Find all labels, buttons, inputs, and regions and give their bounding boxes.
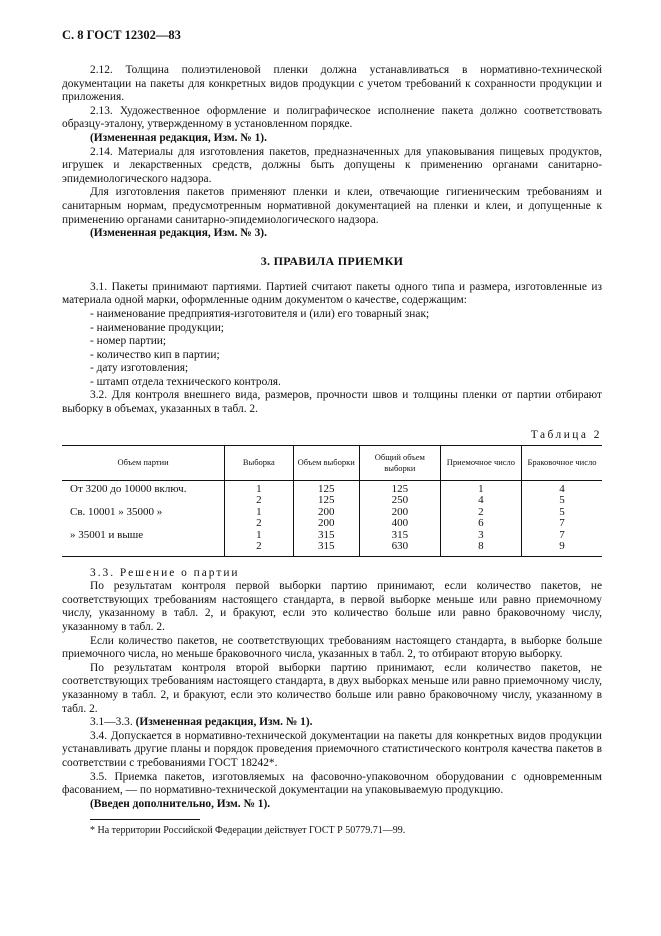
list-item: - номер партии; <box>90 335 167 348</box>
list-item: - количество кип в партии; <box>90 348 220 361</box>
cell-acceptance: 1 <box>440 480 521 495</box>
table-row <box>62 480 602 495</box>
amendment-3-1-3-3 <box>62 716 602 730</box>
cell-sample: 1 <box>225 530 293 542</box>
footnote: * На территории Российской Федерации действует ГОСТ Р 50779.71—99. <box>90 825 406 837</box>
sampling-table <box>62 445 602 557</box>
cell-lot-size: Св. 10001 » 35000 » <box>70 505 163 518</box>
cell-sample-size: 200 <box>293 507 359 519</box>
cell-sample: 1 <box>225 507 293 519</box>
paragraph-films-glues: Для изготовления пакетов применяют пленки и клеи, отвечающие гигиеническим требованиям и санитарным нормам, предусмотренным нормативной документацией на пленки и клеи, и допущенные к применению органами санитарно-эпидемиологического надзора. <box>62 186 602 226</box>
cell-acceptance: 8 <box>440 541 521 556</box>
amendment-note-1: (Измененная редакция, Изм. № 1). <box>90 131 267 144</box>
cell-rejection: 5 <box>521 507 602 519</box>
paragraph-3-2: 3.2. Для контроля внешнего вида, размеров, прочности швов и толщины пленки от партии отбирают выборку в объемах, указанных в табл. 2. <box>62 389 602 416</box>
table-header-row <box>62 445 602 480</box>
table-row <box>62 495 602 507</box>
table-row <box>62 541 602 556</box>
cell-rejection: 5 <box>521 495 602 507</box>
paragraph-3-3-title: 3.3. Решение о партии <box>90 566 240 579</box>
table-row <box>62 518 602 530</box>
amendment-note-3-5: (Введен дополнительно, Изм. № 1). <box>90 797 271 810</box>
list-item: - дату изготовления; <box>90 362 189 375</box>
amendment-prefix: 3.1—3.3. <box>90 716 136 729</box>
footnote-divider <box>90 819 200 820</box>
cell-sample-size: 315 <box>293 541 359 556</box>
col-header-rejection-number: Браковочное число <box>521 445 602 480</box>
amendment-note-3: (Измененная редакция, Изм. № 3). <box>90 227 267 240</box>
col-header-lot-size: Объем партии <box>62 445 225 480</box>
list-item: - штамп отдела технического контроля. <box>90 375 281 388</box>
cell-sample-size: 200 <box>293 518 359 530</box>
paragraph-3-5: 3.5. Приемка пакетов, изготовляемых на фасовочно-упаковочном оборудовании с одновременным фасованием, — по нормативно-технической документации на упаковываемую продукцию. <box>62 770 602 797</box>
cell-lot-size: От 3200 до 10000 включ. <box>70 482 187 495</box>
section-title: 3. ПРАВИЛА ПРИЕМКИ <box>260 253 404 268</box>
col-header-acceptance-number: Приемочное число <box>440 445 521 480</box>
cell-rejection: 4 <box>521 480 602 495</box>
cell-total-size: 400 <box>359 518 440 530</box>
table-caption: Таблица 2 <box>530 428 602 441</box>
cell-total-size: 200 <box>359 507 440 519</box>
col-header-total-sample-size: Общий объем выборки <box>359 445 440 480</box>
cell-lot-size <box>62 541 225 556</box>
paragraph-2-13: 2.13. Художественное оформление и полиграфическое исполнение пакета должно соответствовать образцу-эталону, утвержденному в установленном порядке. <box>62 104 602 131</box>
cell-sample: 2 <box>225 518 293 530</box>
cell-lot-size <box>62 495 225 507</box>
cell-acceptance: 6 <box>440 518 521 530</box>
cell-sample: 1 <box>225 480 293 495</box>
page-header: С. 8 ГОСТ 12302—83 <box>62 28 181 42</box>
paragraph-second-sample: По результатам контроля второй выборки партию принимают, если количество пакетов, не соответствующих требованиям настоящего стандарта, в двух выборках меньше или равно приемочному числу, указанному в табл. 2, и бракуют, если это количество больше или равно браковочному числу, указанному в табл. 2. <box>62 661 602 715</box>
cell-lot-size <box>62 518 225 530</box>
contents-list <box>62 308 602 390</box>
col-header-sample-size: Объем выборки <box>293 445 359 480</box>
cell-lot-size: » 35001 и выше <box>70 528 144 541</box>
cell-sample: 2 <box>225 541 293 556</box>
paragraph-first-sample: По результатам контроля первой выборки партию принимают, если количество пакетов, не соответствующих требованиям настоящего стандарта, в первой выборке меньше или равно приемочному числу, указанному в табл. 2, и бракуют, если это количество больше или равно браковочному числу, указанному в табл. 2. <box>62 580 602 634</box>
cell-sample-size: 125 <box>293 495 359 507</box>
cell-total-size: 250 <box>359 495 440 507</box>
paragraph-3-1: 3.1. Пакеты принимают партиями. Партией считают пакеты одного типа и размера, изготовленные из материала одной марки, оформленные одним документом о качестве, содержащим: <box>62 280 602 307</box>
cell-acceptance: 4 <box>440 495 521 507</box>
amendment-bold: (Измененная редакция, Изм. № 1). <box>135 716 313 729</box>
paragraph-2-12: 2.12. Толщина полиэтиленовой пленки должна устанавливаться в нормативно-технической документации на пакеты для конкретных видов продукции с учетом требований к сохранности продукции и приложения. <box>62 64 602 104</box>
cell-acceptance: 2 <box>440 507 521 519</box>
cell-sample: 2 <box>225 495 293 507</box>
cell-rejection: 7 <box>521 518 602 530</box>
col-header-sample: Выборка <box>225 445 293 480</box>
list-item: - наименование предприятия-изготовителя и (или) его товарный знак; <box>90 307 430 320</box>
cell-total-size: 315 <box>359 530 440 542</box>
cell-total-size: 630 <box>359 541 440 556</box>
paragraph-3-4: 3.4. Допускается в нормативно-технической документации на пакеты для конкретных видов продукции устанавливать другие планы и порядок проведения приемочного статистического контроля качества пакетов в соответствии с требованиями ГОСТ 18242*. <box>62 729 602 769</box>
cell-rejection: 7 <box>521 530 602 542</box>
paragraph-second-sample-trigger: Если количество пакетов, не соответствующих требованиям настоящего стандарта, в выборке больше приемочного числа, но меньше браковочного числа, указанных в табл. 2, то отбирают вторую выборку. <box>62 634 602 661</box>
cell-acceptance: 3 <box>440 530 521 542</box>
list-item: - наименование продукции; <box>90 321 224 334</box>
cell-sample-size: 315 <box>293 530 359 542</box>
cell-sample-size: 125 <box>293 480 359 495</box>
document-page <box>62 28 602 838</box>
cell-total-size: 125 <box>359 480 440 495</box>
paragraph-2-14: 2.14. Материалы для изготовления пакетов, предназначенных для упаковывания пищевых продуктов, игрушек и лекарственных средств, должны быть допущены к применению органами санитарно-эпидемиологического надзора. <box>62 145 602 185</box>
cell-rejection: 9 <box>521 541 602 556</box>
